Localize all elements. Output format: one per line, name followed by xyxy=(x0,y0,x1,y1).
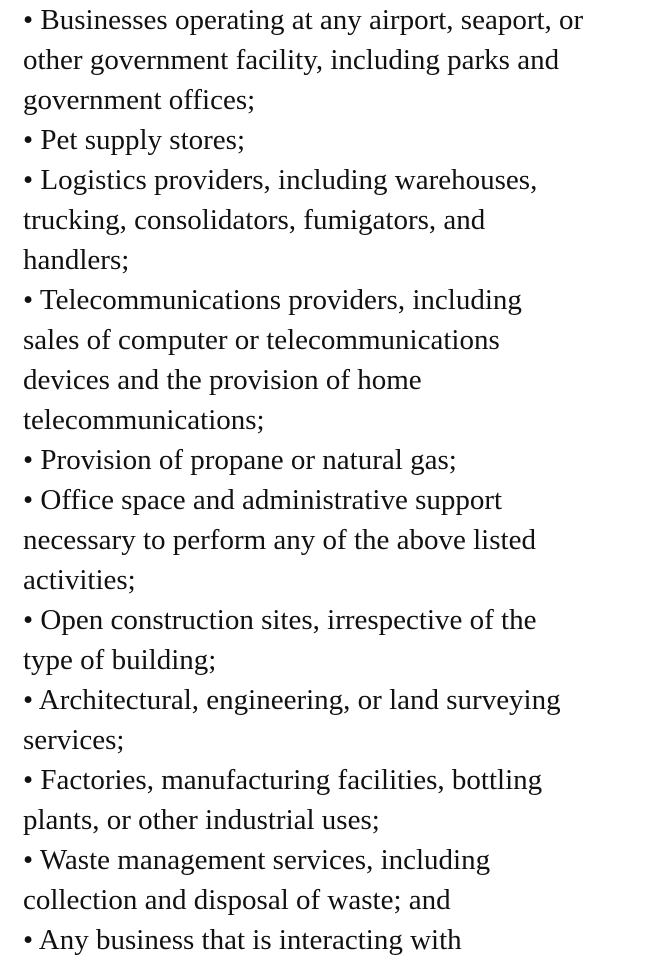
text-line: type of building; xyxy=(23,644,217,676)
text-line: • Businesses operating at any airport, seaport, or xyxy=(23,4,584,36)
text-line: trucking, consolidators, fumigators, and xyxy=(23,204,486,236)
text-line: • Pet supply stores; xyxy=(23,124,246,156)
text-line: • Office space and administrative support xyxy=(23,484,503,516)
text-line: collection and disposal of waste; and xyxy=(23,884,451,916)
text-line: activities; xyxy=(23,564,136,596)
text-line: services; xyxy=(23,724,125,756)
text-line: plants, or other industrial uses; xyxy=(23,804,380,836)
text-line: • Factories, manufacturing facilities, bottling xyxy=(23,764,543,796)
text-line: other government facility, including parks and xyxy=(23,44,560,76)
text-line: sales of computer or telecommunications xyxy=(23,324,500,356)
text-line: • Any business that is interacting with xyxy=(23,924,462,956)
text-line: • Architectural, engineering, or land surveying xyxy=(23,684,561,716)
text-line: • Logistics providers, including warehouses, xyxy=(23,164,538,196)
text-line: devices and the provision of home xyxy=(23,364,422,396)
text-line: • Telecommunications providers, including xyxy=(23,284,522,316)
text-line: • Waste management services, including xyxy=(23,844,491,876)
text-line: necessary to perform any of the above listed xyxy=(23,524,536,556)
document-text xyxy=(23,0,653,960)
text-line: • Open construction sites, irrespective of the xyxy=(23,604,537,636)
text-line: government offices; xyxy=(23,84,256,116)
text-line: telecommunications; xyxy=(23,404,265,436)
text-line: handlers; xyxy=(23,244,130,276)
text-line: • Provision of propane or natural gas; xyxy=(23,444,457,476)
